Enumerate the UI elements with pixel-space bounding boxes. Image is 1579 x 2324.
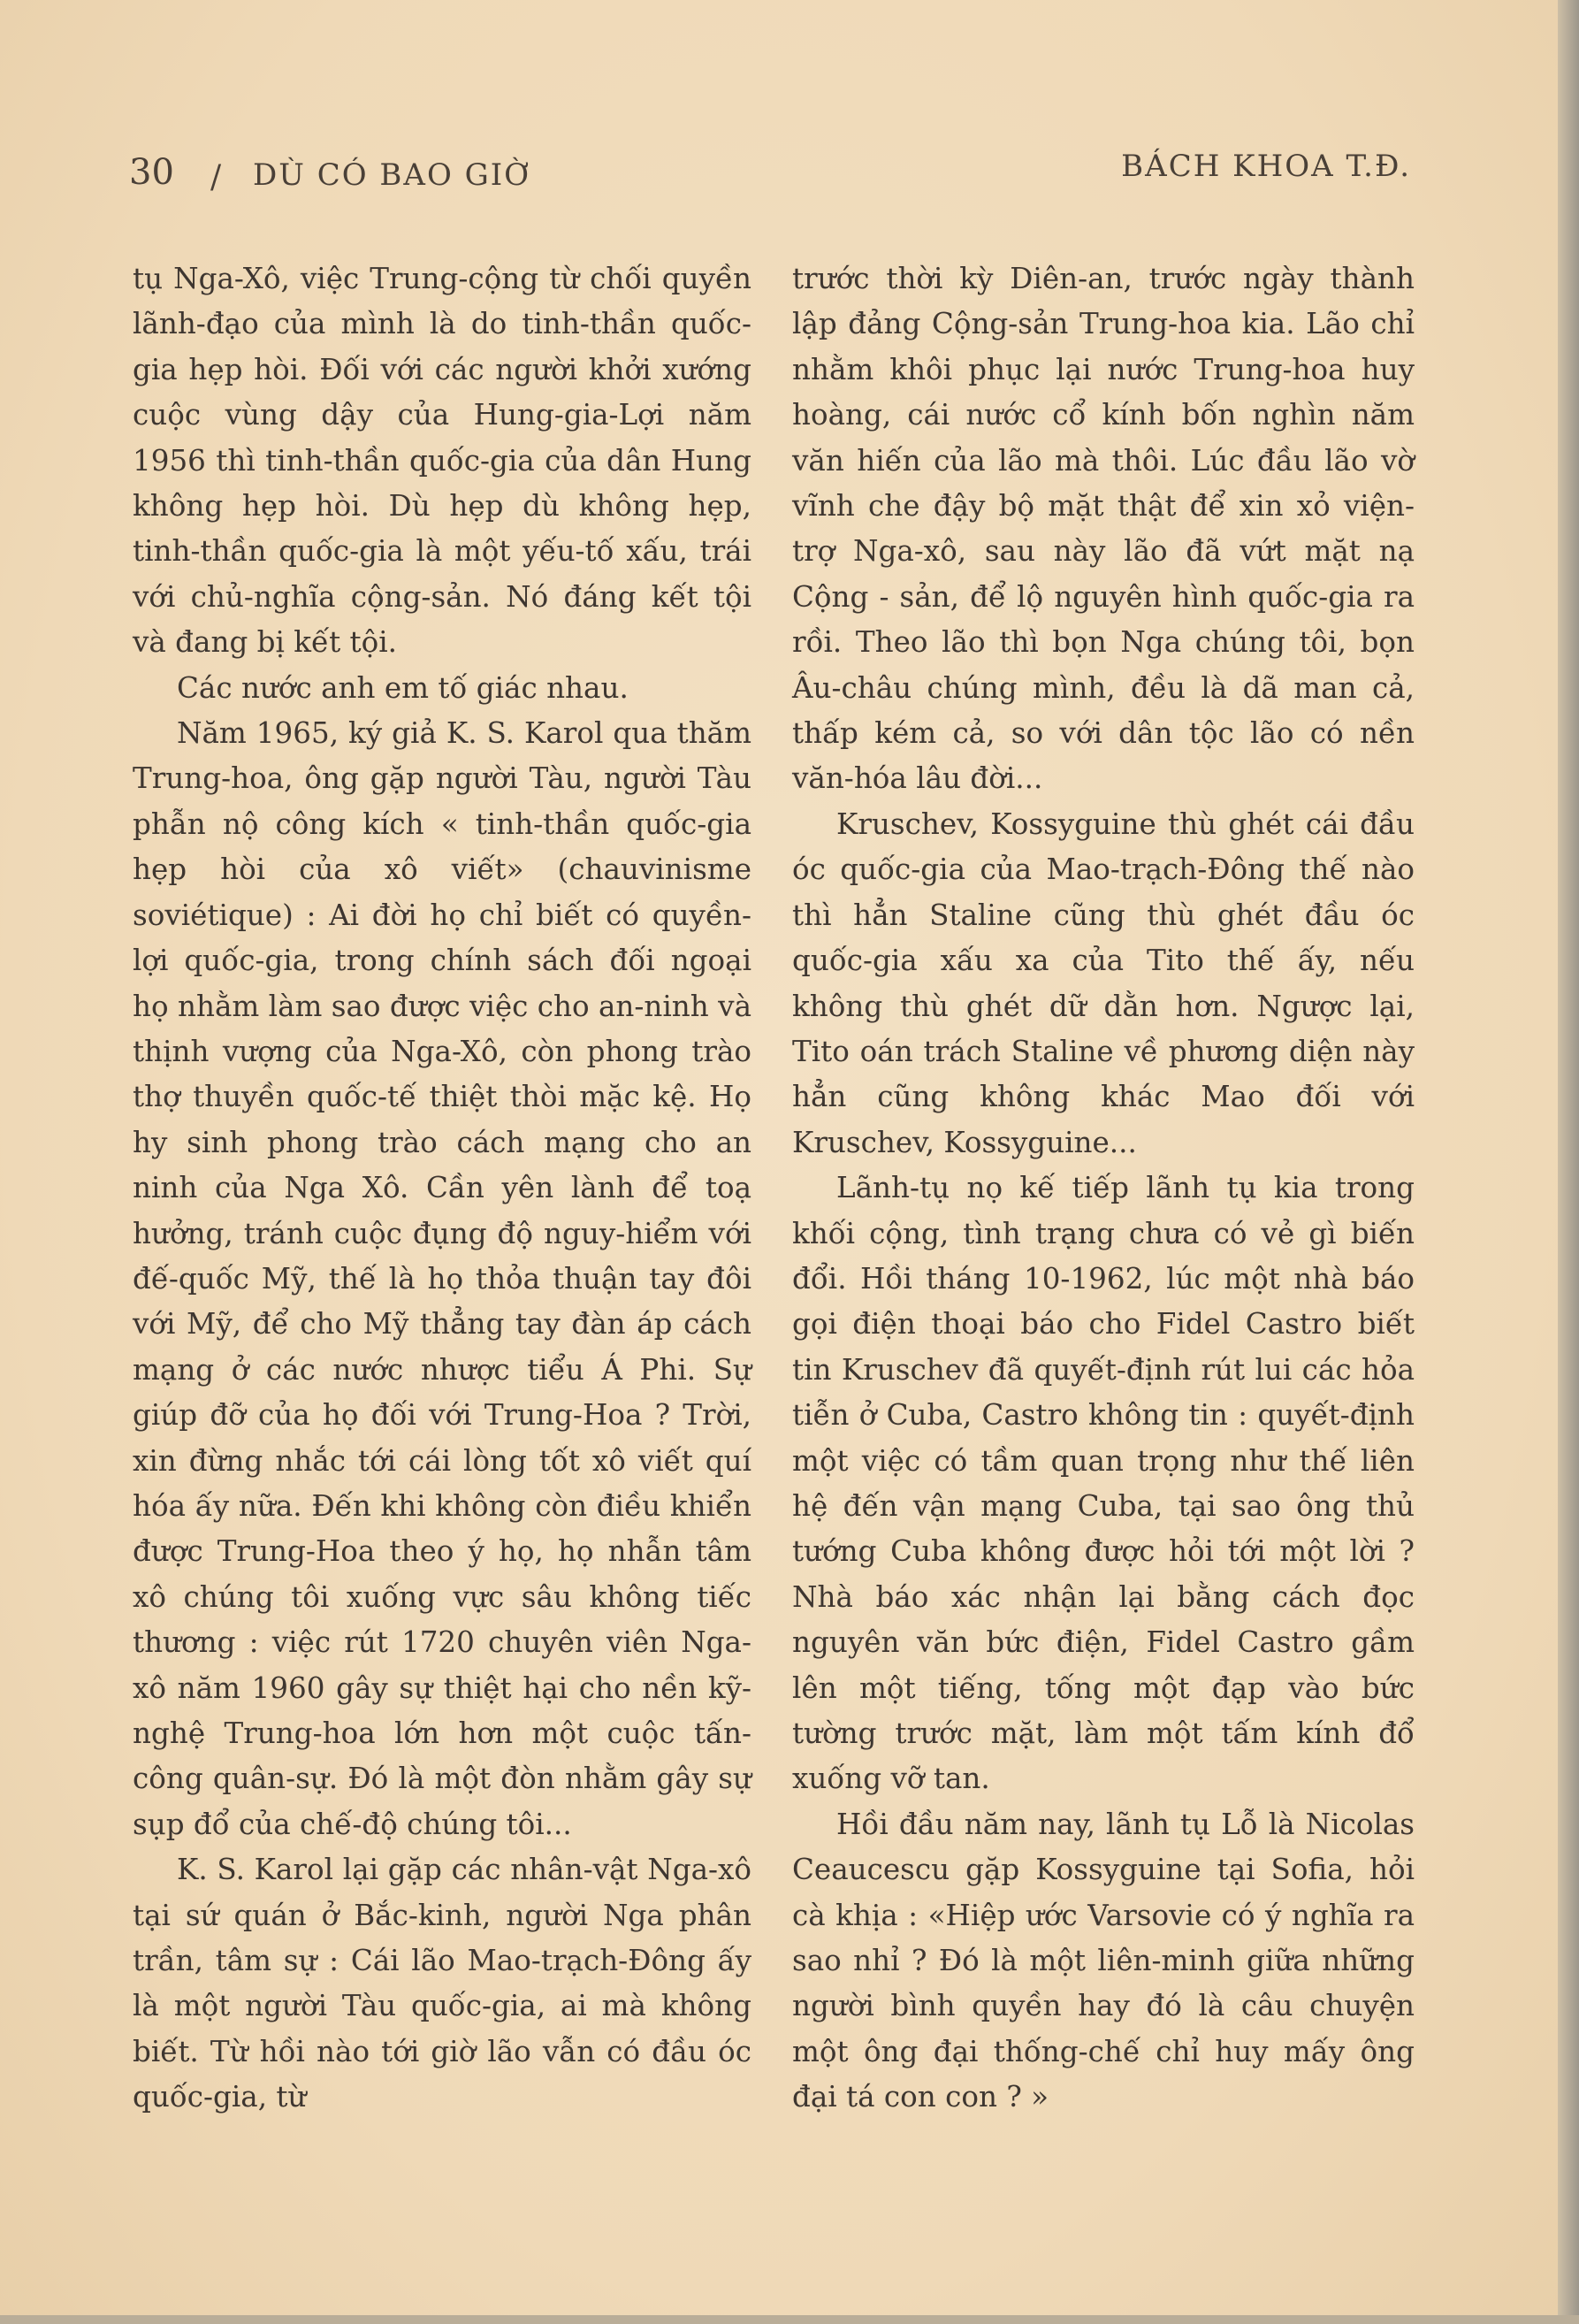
paragraph: Các nước anh em tố giác nhau. (177, 670, 629, 705)
header-separator: / (210, 159, 222, 195)
right-column (792, 256, 1415, 2121)
left-column (133, 256, 751, 2121)
page-bottom-shadow (0, 2315, 1579, 2324)
paragraph: Năm 1965, ký giả K. S. Karol qua thăm Trung-hoa, ông gặp người Tàu, người Tàu phẫn nộ công kích « tinh-thần quốc-gia hẹp hòi của xô viết» (chauvinisme soviétique) : Ai đời họ chỉ biết có quyền-lợi quốc-gia, trong chính sách đối ngoại họ nhằm làm sao được việc cho an-ninh và thịnh vượng của Nga-Xô, còn phong trào thợ thuyền quốc-tế thiệt thòi mặc kệ. Họ hy sinh phong trào cách mạng cho an ninh của Nga Xô. Cần yên lành để toạ hưởng, tránh cuộc đụng độ nguy-hiểm với đế-quốc Mỹ, thế là họ thỏa thuận tay đôi với Mỹ, để cho Mỹ thẳng tay đàn áp cách mạng ở các nước nhược tiểu Á Phi. Sự giúp đỡ của họ đối với Trung-Hoa ? Trời, xin đừng nhắc tới cái lòng tốt xô viết quí hóa ấy nữa. Đến khi không còn điều khiển được Trung-Hoa theo ý họ, họ nhẫn tâm xô chúng tôi xuống vực sâu không tiếc thương : việc rút 1720 chuyên viên Nga-xô năm 1960 gây sự thiệt hại cho nền kỹ-nghệ Trung-hoa lớn hơn một cuộc tấn-công quân-sự. Đó là một đòn nhằm gây sự sụp đổ của chế-độ chúng tôi... (133, 716, 751, 1841)
paragraph: Kruschev, Kossyguine thù ghét cái đầu óc quốc-gia của Mao-trạch-Đông thế nào thì hẳn Staline cũng thù ghét đầu óc quốc-gia xấu xa của Tito thế ấy, nếu không thù ghét dữ dằn hơn. Ngược lại, Tito oán trách Staline về phương diện này hẳn cũng không khác Mao đối với Kruschev, Kossyguine... (792, 807, 1415, 1159)
running-title: DÙ CÓ BAO GIỜ (253, 157, 531, 193)
journal-title: BÁCH KHOA T.Đ. (1121, 149, 1411, 184)
paragraph: tụ Nga-Xô, việc Trung-cộng từ chối quyền lãnh-đạo của mình là do tinh-thần quốc-gia hẹp hòi. Đối với các người khởi xướng cuộc vùng dậy của Hung-gia-Lợi năm 1956 thì tinh-thần quốc-gia của dân Hung không hẹp hòi. Dù hẹp dù không hẹp, tinh-thần quốc-gia là một yếu-tố xấu, trái với chủ-nghĩa cộng-sản. Nó đáng kết tội và đang bị kết tội. (133, 262, 751, 660)
paragraph: Hồi đầu năm nay, lãnh tụ Lỗ là Nicolas Ceaucescu gặp Kossyguine tại Sofia, hỏi cà khịa : «Hiệp ước Varsovie có ý nghĩa ra sao nhỉ ? Đó là một liên-minh giữa những người bình quyền hay đó là câu chuyện một ông đại thống-chế chỉ huy mấy ông đại tá con con ? » (792, 1807, 1415, 2114)
page-number: 30 (129, 152, 174, 193)
paragraph: Lãnh-tụ nọ kế tiếp lãnh tụ kia trong khối cộng, tình trạng chưa có vẻ gì biến đổi. Hồi tháng 10-1962, lúc một nhà báo gọi điện thoại báo cho Fidel Castro biết tin Kruschev đã quyết-định rút lui các hỏa tiễn ở Cuba, Castro không tin : quyết-định một việc có tầm quan trọng như thế liên hệ đến vận mạng Cuba, tại sao ông thủ tướng Cuba không được hỏi tới một lời ? Nhà báo xác nhận lại bằng cách đọc nguyên văn bức điện, Fidel Castro gầm lên một tiếng, tống một đạp vào bức tường trước mặt, làm một tấm kính đổ xuống vỡ tan. (792, 1171, 1415, 1796)
page-header (129, 149, 1411, 214)
paragraph: trước thời kỳ Diên-an, trước ngày thành lập đảng Cộng-sản Trung-hoa kia. Lão chỉ nhằm khôi phục lại nước Trung-hoa huy hoàng, cái nước cổ kính bốn nghìn năm văn hiến của lão mà thôi. Lúc đầu lão vờ vĩnh che đậy bộ mặt thật để xin xỏ viện-trợ Nga-xô, sau này lão đã vứt mặt nạ Cộng - sản, để lộ nguyên hình quốc-gia ra rồi. Theo lão thì bọn Nga chúng tôi, bọn Âu-châu chúng mình, đều là dã man cả, thấp kém cả, so với dân tộc lão có nền văn-hóa lâu đời... (792, 262, 1415, 796)
page-edge-shadow (1558, 0, 1579, 2324)
paragraph: K. S. Karol lại gặp các nhân-vật Nga-xô tại sứ quán ở Bắc-kinh, người Nga phân trần, tâm sự : Cái lão Mao-trạch-Đông ấy là một người Tàu quốc-gia, ai mà không biết. Từ hồi nào tới giờ lão vẫn có đầu óc quốc-gia, từ (133, 1853, 751, 2114)
